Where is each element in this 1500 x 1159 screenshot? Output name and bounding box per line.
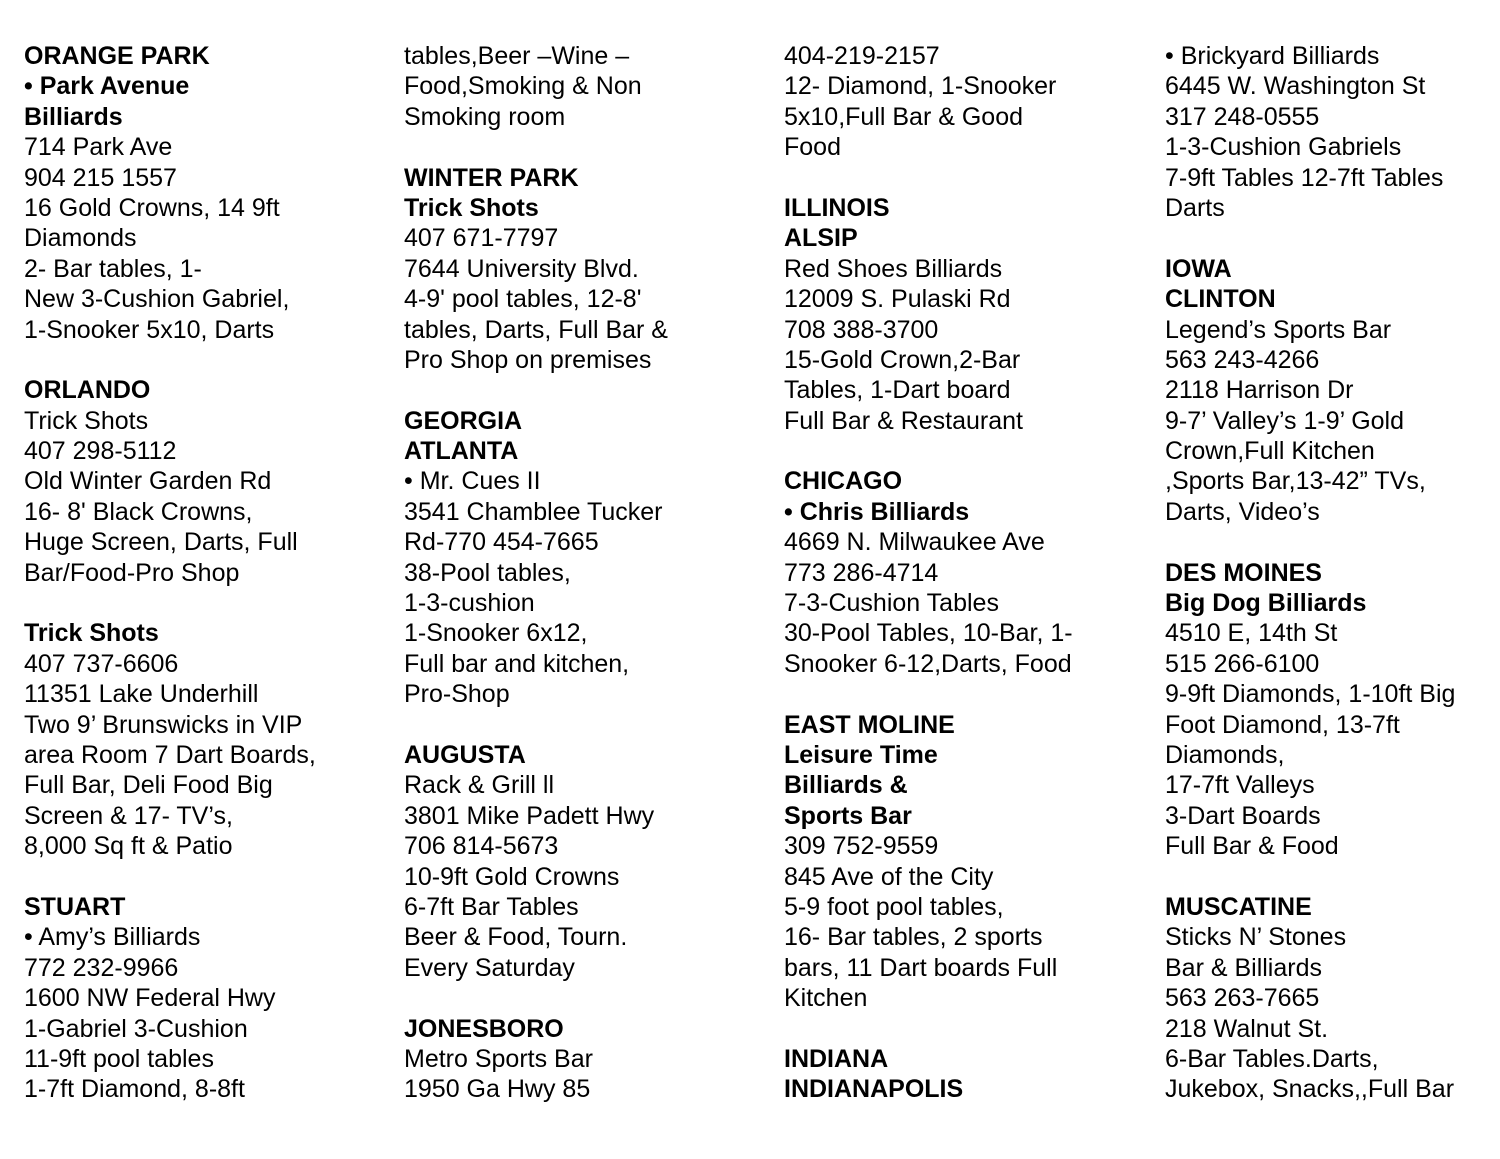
text-line: Snooker 6-12,Darts, Food	[784, 649, 1072, 678]
text-line: 1-3-cushion	[404, 589, 535, 618]
text-line: ,Sports Bar,13-42” TVs,	[1165, 467, 1426, 496]
blank-line	[404, 132, 668, 162]
text-line: 12009 S. Pulaski Rd	[784, 285, 1011, 314]
text-line: 6-Bar Tables.Darts,	[1165, 1044, 1379, 1073]
heading-line: AUGUSTA	[404, 740, 526, 769]
text-line: Rd-770 454-7665	[404, 528, 599, 557]
text-line: 6445 W. Washington St	[1165, 72, 1426, 101]
text-line: Pro Shop on premises	[404, 345, 652, 374]
text-line: bars, 11 Dart boards Full	[784, 953, 1058, 982]
heading-line: ORLANDO	[24, 376, 151, 405]
blank-line	[1165, 862, 1455, 892]
text-line: Legend’s Sports Bar	[1165, 315, 1392, 344]
heading-line: STUART	[24, 892, 126, 921]
text-line: Full Bar & Restaurant	[784, 406, 1023, 435]
text-line: Two 9’ Brunswicks in VIP	[24, 710, 303, 739]
text-line: 3541 Chamblee Tucker	[404, 497, 663, 526]
blank-line	[784, 163, 1073, 193]
text-line: 1-7ft Diamond, 8-8ft	[24, 1075, 245, 1104]
text-line: Smoking room	[404, 102, 566, 131]
heading-line: CHICAGO	[784, 467, 903, 496]
column-1	[24, 41, 316, 1105]
heading-line: ALSIP	[784, 224, 858, 253]
text-line: 773 286-4714	[784, 558, 939, 587]
heading-line: ORANGE PARK	[24, 42, 210, 70]
text-line: 17-7ft Valleys	[1165, 771, 1315, 800]
blank-line	[24, 862, 316, 892]
text-line: Pro-Shop	[404, 680, 510, 709]
text-line: 2- Bar tables, 1-	[24, 254, 202, 283]
text-line: 16- 8' Black Crowns,	[24, 497, 253, 526]
heading-line: Big Dog Billiards	[1165, 589, 1367, 618]
text-line: 772 232-9966	[24, 953, 179, 982]
text-line: Darts, Video’s	[1165, 497, 1320, 526]
text-line: Red Shoes Billiards	[784, 254, 1003, 283]
heading-line: INDIANAPOLIS	[784, 1075, 964, 1104]
text-line: 11351 Lake Underhill	[24, 680, 259, 709]
heading-line: Trick Shots	[24, 619, 159, 648]
text-line: Tables, 1-Dart board	[784, 376, 1011, 405]
heading-line: Billiards	[24, 102, 123, 131]
text-line: 10-9ft Gold Crowns	[404, 862, 620, 891]
text-line: 515 266-6100	[1165, 649, 1320, 678]
blank-line	[784, 1014, 1073, 1044]
text-line: Food	[784, 133, 841, 162]
column-2	[404, 41, 668, 1105]
text-line: 11-9ft pool tables	[24, 1044, 214, 1073]
heading-line: CLINTON	[1165, 285, 1276, 314]
blank-line	[784, 436, 1073, 466]
text-line: 563 263-7665	[1165, 984, 1320, 1013]
text-line: Screen & 17- TV’s,	[24, 801, 233, 830]
text-line: Bar & Billiards	[1165, 953, 1322, 982]
blank-line	[24, 588, 316, 618]
text-line: 6-7ft Bar Tables	[404, 892, 579, 921]
heading-line: EAST MOLINE	[784, 710, 955, 739]
text-line: Jukebox, Snacks,,Full Bar	[1165, 1075, 1455, 1104]
text-line: 706 814-5673	[404, 832, 559, 861]
heading-line: JONESBORO	[404, 1014, 564, 1043]
text-line: 1600 NW Federal Hwy	[24, 984, 276, 1013]
text-line: 15-Gold Crown,2-Bar	[784, 345, 1021, 374]
heading-line: ATLANTA	[404, 437, 519, 466]
text-line: 7-9ft Tables 12-7ft Tables	[1165, 163, 1444, 192]
blank-line	[1165, 223, 1455, 253]
text-line: 4510 E, 14th St	[1165, 619, 1338, 648]
text-line: Beer & Food, Tourn.	[404, 923, 628, 952]
text-line: tables,Beer –Wine –	[404, 42, 630, 70]
text-line: Metro Sports Bar	[404, 1044, 593, 1073]
text-line: 407 298-5112	[24, 437, 177, 466]
heading-line: INDIANA	[784, 1044, 889, 1073]
text-line: Sticks N’ Stones	[1165, 923, 1347, 952]
text-line: Food,Smoking & Non	[404, 72, 642, 101]
text-line: 3801 Mike Padett Hwy	[404, 801, 655, 830]
heading-line: DES MOINES	[1165, 558, 1322, 587]
heading-line: GEORGIA	[404, 406, 523, 435]
heading-line: ILLINOIS	[784, 193, 890, 222]
text-line: 1-3-Cushion Gabriels	[1165, 133, 1402, 162]
blank-line	[24, 345, 316, 375]
text-line: 38-Pool tables,	[404, 558, 571, 587]
text-line: 4669 N. Milwaukee Ave	[784, 528, 1045, 557]
text-line: 317 248-0555	[1165, 102, 1320, 131]
text-line: New 3-Cushion Gabriel,	[24, 285, 290, 314]
heading-line: IOWA	[1165, 254, 1232, 283]
text-line: Rack & Grill ll	[404, 771, 555, 800]
text-line: 16- Bar tables, 2 sports	[784, 923, 1043, 952]
text-line: 845 Ave of the City	[784, 862, 994, 891]
text-line: 7-3-Cushion Tables	[784, 589, 999, 618]
text-line: 9-7’ Valley’s 1-9’ Gold	[1165, 406, 1405, 435]
text-line: 30-Pool Tables, 10-Bar, 1-	[784, 619, 1073, 648]
heading-line: Sports Bar	[784, 801, 912, 830]
blank-line	[784, 679, 1073, 709]
blank-line	[404, 710, 668, 740]
column-4	[1165, 41, 1455, 1105]
text-line: 407 671-7797	[404, 224, 559, 253]
text-line: 16 Gold Crowns, 14 9ft	[24, 193, 280, 222]
text-line: Full Bar, Deli Food Big	[24, 771, 273, 800]
text-line: area Room 7 Dart Boards,	[24, 740, 316, 769]
text-line: Old Winter Garden Rd	[24, 467, 272, 496]
text-line: Full bar and kitchen,	[404, 649, 630, 678]
text-line: Bar/Food-Pro Shop	[24, 558, 240, 587]
text-line: Trick Shots	[24, 406, 149, 435]
text-line: Foot Diamond, 13-7ft	[1165, 710, 1400, 739]
text-line: 904 215 1557	[24, 163, 177, 192]
text-line: 2118 Harrison Dr	[1165, 376, 1354, 405]
text-line: • Amy’s Billiards	[24, 923, 201, 952]
text-line: Darts	[1165, 193, 1225, 222]
text-line: 12- Diamond, 1-Snooker	[784, 72, 1057, 101]
heading-line: Leisure Time	[784, 740, 938, 769]
text-line: 8,000 Sq ft & Patio	[24, 832, 233, 861]
heading-line: Trick Shots	[404, 193, 539, 222]
text-line: Huge Screen, Darts, Full	[24, 528, 298, 557]
text-line: tables, Darts, Full Bar &	[404, 315, 668, 344]
blank-line	[1165, 527, 1455, 557]
text-line: 714 Park Ave	[24, 133, 173, 162]
heading-line: WINTER PARK	[404, 163, 579, 192]
text-line: 9-9ft Diamonds, 1-10ft Big	[1165, 680, 1456, 709]
text-line: 1-Snooker 5x10, Darts	[24, 315, 275, 344]
text-line: 407 737-6606	[24, 649, 179, 678]
text-line: 4-9' pool tables, 12-8'	[404, 285, 642, 314]
text-line: 3-Dart Boards	[1165, 801, 1321, 830]
heading-line: MUSCATINE	[1165, 892, 1312, 921]
text-line: 309 752-9559	[784, 832, 939, 861]
text-line: 708 388-3700	[784, 315, 939, 344]
text-line: Diamonds,	[1165, 740, 1285, 769]
text-line: 5-9 foot pool tables,	[784, 892, 1004, 921]
text-line: Diamonds	[24, 224, 137, 253]
heading-line: Billiards &	[784, 771, 908, 800]
text-line: Every Saturday	[404, 953, 575, 982]
heading-line: • Chris Billiards	[784, 497, 970, 526]
heading-line: • Park Avenue	[24, 72, 190, 101]
text-line: 404-219-2157	[784, 42, 940, 70]
text-line: 563 243-4266	[1165, 345, 1320, 374]
text-line: • Brickyard Billiards	[1165, 42, 1380, 70]
text-line: Kitchen	[784, 984, 868, 1013]
text-line: 1950 Ga Hwy 85	[404, 1075, 591, 1104]
text-line: 218 Walnut St.	[1165, 1014, 1329, 1043]
text-line: 1-Snooker 6x12,	[404, 619, 588, 648]
text-line: • Mr. Cues II	[404, 467, 541, 496]
text-line: 5x10,Full Bar & Good	[784, 102, 1024, 131]
column-3	[784, 41, 1073, 1105]
blank-line	[404, 375, 668, 405]
text-line: 1-Gabriel 3-Cushion	[24, 1014, 248, 1043]
blank-line	[404, 983, 668, 1013]
text-line: 7644 University Blvd.	[404, 254, 639, 283]
text-line: Full Bar & Food	[1165, 832, 1339, 861]
text-line: Crown,Full Kitchen	[1165, 437, 1375, 466]
